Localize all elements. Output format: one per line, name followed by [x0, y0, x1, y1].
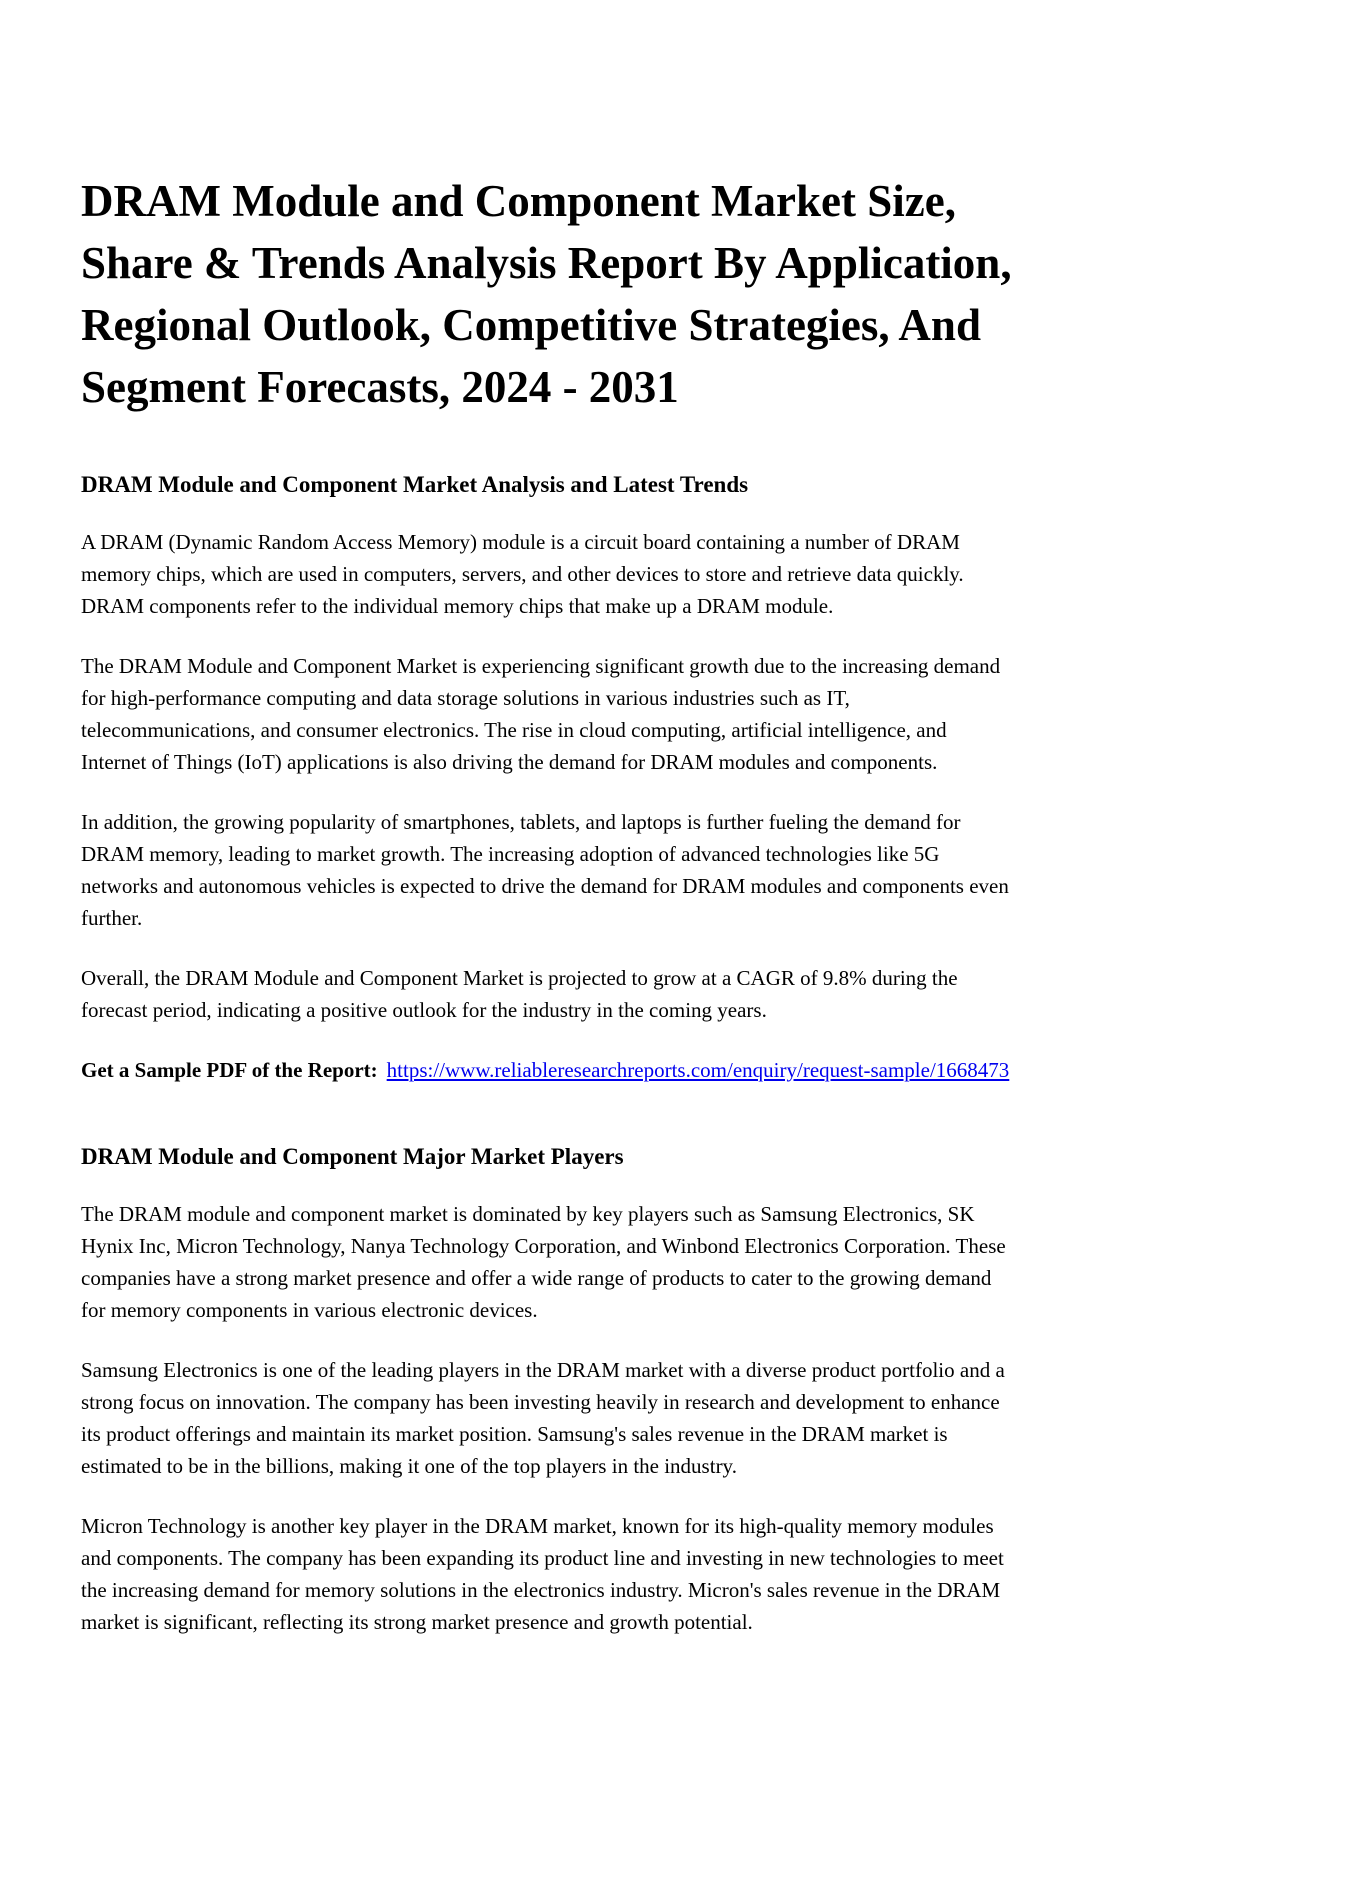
analysis-paragraph-2: The DRAM Module and Component Market is experiencing significant growth due to the increasing demand for high-performance computing and data storage solutions in various industries such as IT, telecommunications, and consumer electronics. The rise in cloud computing, artificial intelligence, and Internet of Things (IoT) applications is also driving the demand for DRAM modules and components. — [81, 654, 1001, 774]
players-paragraph-1: The DRAM module and component market is dominated by key players such as Samsung Electronics, SK Hynix Inc, Micron Technology, Nanya Technology Corporation, and Winbond Electronics Corporation. These companies have a strong market presence and offer a wide range of products to cater to the growing demand for memory components in various electronic devices. — [81, 1202, 1006, 1322]
section-heading-major-market-players: DRAM Module and Component Major Market Players — [81, 1144, 624, 1169]
report-title: DRAM Module and Component Market Size, Share & Trends Analysis Report By Application, Regional Outlook, Competitive Strategies, And Segment Forecasts, 2024 - 2031 — [81, 176, 1012, 412]
players-paragraph-3: Micron Technology is another key player in the DRAM market, known for its high-quality memory modules and components. The company has been expanding its product line and investing in new technologies to meet the increasing demand for memory solutions in the electronics industry. Micron's sales revenue in the DRAM market is significant, reflecting its strong market presence and growth potential. — [81, 1514, 1004, 1634]
document-content — [81, 170, 1016, 1638]
analysis-paragraph-3: In addition, the growing popularity of smartphones, tablets, and laptops is further fueling the demand for DRAM memory, leading to market growth. The increasing adoption of advanced technologies like 5G networks and autonomous vehicles is expected to drive the demand for DRAM modules and components even further. — [81, 810, 1009, 930]
sample-pdf-line — [81, 1054, 1016, 1086]
analysis-paragraph-4: Overall, the DRAM Module and Component Market is projected to grow at a CAGR of 9.8% during the forecast period, indicating a positive outlook for the industry in the coming years. — [81, 966, 958, 1022]
sample-pdf-label: Get a Sample PDF of the Report: — [81, 1058, 378, 1082]
players-paragraph-2: Samsung Electronics is one of the leading players in the DRAM market with a diverse product portfolio and a strong focus on innovation. The company has been investing heavily in research and development to enhance its product offerings and maintain its market position. Samsung's sales revenue in the DRAM market is estimated to be in the billions, making it one of the top players in the industry. — [81, 1358, 1005, 1478]
sample-pdf-link[interactable]: https://www.reliableresearchreports.com/enquiry/request-sample/1668473 — [386, 1058, 1010, 1082]
analysis-paragraph-1: A DRAM (Dynamic Random Access Memory) module is a circuit board containing a number of DRAM memory chips, which are used in computers, servers, and other devices to store and retrieve data quickly. DRAM components refer to the individual memory chips that make up a DRAM module. — [81, 530, 964, 618]
section-heading-analysis: DRAM Module and Component Market Analysis and Latest Trends — [81, 472, 749, 497]
